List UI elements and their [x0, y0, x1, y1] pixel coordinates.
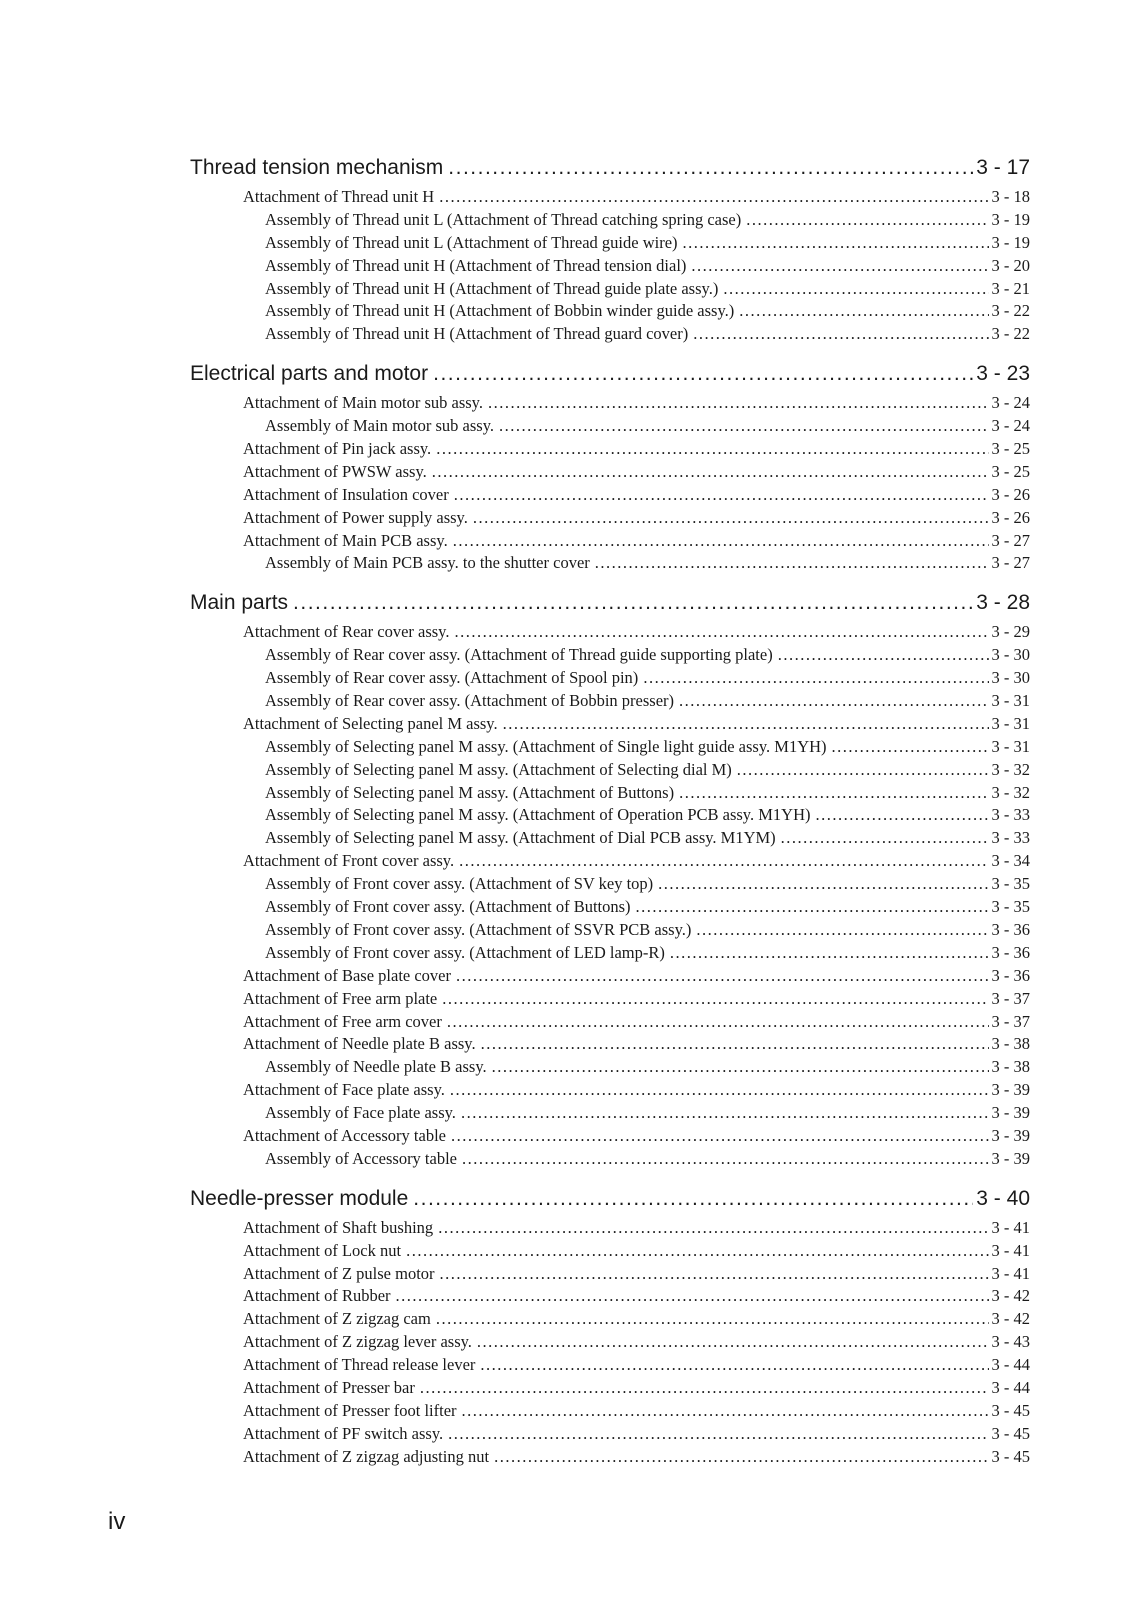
- toc-entry[interactable]: [190, 392, 1030, 415]
- dot-leader: [696, 919, 988, 942]
- entry-page-number: 3 - 24: [991, 393, 1030, 413]
- entry-title: Attachment of PF switch assy.: [243, 1423, 444, 1443]
- toc-subentry[interactable]: [190, 1148, 1030, 1171]
- entry-title: Assembly of Selecting panel M assy. (Attachment of Operation PCB assy. M1YH): [265, 805, 811, 825]
- toc-entry[interactable]: [190, 1423, 1030, 1446]
- dot-leader: [480, 1354, 988, 1377]
- entry-page-number: 3 - 41: [991, 1217, 1030, 1237]
- toc-entry[interactable]: [190, 1377, 1030, 1400]
- entry-page-number: 3 - 20: [991, 255, 1030, 275]
- entry-title: Attachment of Face plate assy.: [243, 1080, 445, 1100]
- dot-leader: [503, 713, 989, 736]
- dot-leader: [494, 1446, 988, 1469]
- toc-subentry[interactable]: [190, 300, 1030, 323]
- dot-leader: [739, 300, 988, 323]
- dot-leader: [679, 690, 988, 713]
- entry-title: Assembly of Selecting panel M assy. (Attachment of Buttons): [265, 782, 675, 802]
- toc-entry[interactable]: [190, 461, 1030, 484]
- entry-page-number: 3 - 44: [991, 1377, 1030, 1397]
- dot-leader: [459, 850, 988, 873]
- section-title: Thread tension mechanism: [190, 156, 444, 179]
- entry-page-number: 3 - 33: [991, 805, 1030, 825]
- entry-page-number: 3 - 35: [991, 874, 1030, 894]
- entry-page-number: 3 - 35: [991, 897, 1030, 917]
- dot-leader: [477, 1331, 989, 1354]
- dot-leader: [406, 1240, 988, 1263]
- toc-subentry[interactable]: [190, 736, 1030, 759]
- dot-leader: [488, 392, 989, 415]
- toc-entry[interactable]: [190, 1240, 1030, 1263]
- section-title: Electrical parts and motor: [190, 362, 429, 386]
- entry-title: Assembly of Selecting panel M assy. (Attachment of Selecting dial M): [265, 759, 732, 779]
- page-number: iv: [108, 1508, 126, 1535]
- dot-leader: [454, 621, 988, 644]
- toc-entry[interactable]: [190, 1079, 1030, 1102]
- toc-entry[interactable]: [190, 1308, 1030, 1331]
- toc-subentry[interactable]: [190, 1056, 1030, 1079]
- dot-leader: [691, 255, 988, 278]
- entry-page-number: 3 - 39: [991, 1103, 1030, 1123]
- dot-leader: [453, 530, 989, 553]
- entry-page-number: 3 - 39: [991, 1080, 1030, 1100]
- dot-leader: [643, 667, 988, 690]
- toc-subentry[interactable]: [190, 919, 1030, 942]
- dot-leader: [778, 644, 989, 667]
- entry-page-number: 3 - 44: [991, 1355, 1030, 1375]
- entry-page-number: 3 - 45: [991, 1446, 1030, 1466]
- dot-leader: [683, 232, 989, 255]
- entry-title: Attachment of PWSW assy.: [243, 461, 427, 481]
- entry-title: Assembly of Thread unit H (Attachment of Thread guard cover): [265, 324, 689, 344]
- entry-title: Assembly of Rear cover assy. (Attachment of Bobbin presser): [265, 691, 675, 711]
- entry-page-number: 3 - 42: [991, 1309, 1030, 1329]
- section-page-number: 3 - 23: [976, 362, 1030, 386]
- entry-page-number: 3 - 27: [991, 530, 1030, 550]
- entry-page-number: 3 - 41: [991, 1263, 1030, 1283]
- toc-subentry[interactable]: [190, 415, 1030, 438]
- entry-title: Attachment of Rear cover assy.: [243, 622, 450, 642]
- toc-entry[interactable]: [190, 713, 1030, 736]
- entry-title: Attachment of Needle plate B assy.: [243, 1034, 476, 1054]
- dot-leader: [670, 942, 989, 965]
- dot-leader: [436, 438, 988, 461]
- entry-title: Attachment of Free arm plate: [243, 988, 438, 1008]
- entry-page-number: 3 - 22: [991, 324, 1030, 344]
- toc-subentry[interactable]: [190, 759, 1030, 782]
- entry-title: Assembly of Thread unit L (Attachment of Thread catching spring case): [265, 209, 742, 229]
- toc-entry[interactable]: [190, 530, 1030, 553]
- entry-page-number: 3 - 25: [991, 461, 1030, 481]
- entry-title: Attachment of Presser foot lifter: [243, 1400, 457, 1420]
- entry-title: Assembly of Rear cover assy. (Attachment of Thread guide supporting plate): [265, 645, 773, 665]
- entry-title: Attachment of Thread unit H: [243, 187, 435, 206]
- entry-page-number: 3 - 38: [991, 1034, 1030, 1054]
- toc-entry[interactable]: [190, 484, 1030, 507]
- toc-subentry[interactable]: [190, 209, 1030, 232]
- entry-page-number: 3 - 27: [991, 553, 1030, 573]
- entry-page-number: 3 - 32: [991, 759, 1030, 779]
- entry-title: Assembly of Selecting panel M assy. (Attachment of Single light guide assy. M1YH): [265, 736, 827, 756]
- dot-leader: [481, 1033, 989, 1056]
- dot-leader: [436, 1308, 989, 1331]
- entry-page-number: 3 - 32: [991, 782, 1030, 802]
- entry-page-number: 3 - 30: [991, 668, 1030, 688]
- entry-title: Assembly of Main motor sub assy.: [265, 416, 495, 436]
- dot-leader: [499, 415, 988, 438]
- entry-page-number: 3 - 21: [991, 278, 1030, 298]
- entry-title: Attachment of Z pulse motor: [243, 1263, 435, 1283]
- toc-entry[interactable]: [190, 1354, 1030, 1377]
- entry-page-number: 3 - 42: [991, 1286, 1030, 1306]
- dot-leader: [413, 1181, 973, 1217]
- dot-leader: [723, 278, 988, 301]
- toc-entry[interactable]: [190, 186, 1030, 209]
- entry-title: Assembly of Selecting panel M assy. (Attachment of Dial PCB assy. M1YM): [265, 828, 776, 848]
- toc-entry[interactable]: [190, 507, 1030, 530]
- entry-title: Assembly of Front cover assy. (Attachment of SSVR PCB assy.): [265, 919, 692, 939]
- entry-page-number: 3 - 38: [991, 1057, 1030, 1077]
- dot-leader: [462, 1400, 989, 1423]
- entry-title: Assembly of Main PCB assy. to the shutter cover: [265, 553, 590, 573]
- toc-subentry[interactable]: [190, 690, 1030, 713]
- dot-leader: [595, 552, 989, 575]
- dot-leader: [439, 186, 988, 209]
- toc-subentry[interactable]: [190, 1102, 1030, 1125]
- entry-title: Attachment of Shaft bushing: [243, 1217, 434, 1237]
- toc-entry[interactable]: [190, 1331, 1030, 1354]
- dot-leader: [420, 1377, 989, 1400]
- toc-subentry[interactable]: [190, 873, 1030, 896]
- toc-entry[interactable]: [190, 621, 1030, 644]
- entry-page-number: 3 - 43: [991, 1332, 1030, 1352]
- toc-subentry[interactable]: [190, 804, 1030, 827]
- toc-entry[interactable]: [190, 438, 1030, 461]
- entry-title: Attachment of Base plate cover: [243, 965, 451, 985]
- toc-section-heading[interactable]: [190, 1181, 1030, 1217]
- entry-page-number: 3 - 25: [991, 439, 1030, 459]
- table-of-contents: [190, 150, 1030, 1469]
- toc-subentry[interactable]: [190, 255, 1030, 278]
- entry-title: Attachment of Free arm cover: [243, 1011, 442, 1031]
- dot-leader: [492, 1056, 989, 1079]
- entry-page-number: 3 - 26: [991, 507, 1030, 527]
- section-page-number: 3 - 17: [976, 156, 1030, 179]
- dot-leader: [461, 1102, 989, 1125]
- entry-page-number: 3 - 18: [991, 187, 1030, 206]
- dot-leader: [679, 782, 988, 805]
- dot-leader: [473, 507, 989, 530]
- dot-leader: [454, 484, 989, 507]
- entry-title: Assembly of Thread unit H (Attachment of Thread guide plate assy.): [265, 278, 719, 298]
- dot-leader: [442, 988, 988, 1011]
- dot-leader: [815, 804, 988, 827]
- entry-title: Assembly of Thread unit H (Attachment of Bobbin winder guide assy.): [265, 301, 735, 321]
- toc-subentry[interactable]: [190, 827, 1030, 850]
- dot-leader: [447, 1011, 989, 1034]
- toc-section-heading[interactable]: [190, 585, 1030, 621]
- toc-section-heading[interactable]: [190, 150, 1030, 186]
- entry-title: Attachment of Power supply assy.: [243, 507, 468, 527]
- toc-entry[interactable]: [190, 1011, 1030, 1034]
- entry-page-number: 3 - 19: [991, 232, 1030, 252]
- entry-title: Assembly of Accessory table: [265, 1148, 457, 1168]
- dot-leader: [396, 1285, 989, 1308]
- entry-page-number: 3 - 31: [991, 713, 1030, 733]
- entry-title: Assembly of Front cover assy. (Attachment of Buttons): [265, 897, 631, 917]
- entry-title: Assembly of Thread unit H (Attachment of Thread tension dial): [265, 255, 687, 275]
- toc-entry[interactable]: [190, 988, 1030, 1011]
- entry-title: Assembly of Face plate assy.: [265, 1103, 456, 1123]
- dot-leader: [438, 1217, 988, 1240]
- toc-entry[interactable]: [190, 1400, 1030, 1423]
- toc-entry[interactable]: [190, 965, 1030, 988]
- entry-title: Attachment of Thread release lever: [243, 1355, 476, 1375]
- entry-page-number: 3 - 37: [991, 988, 1030, 1008]
- entry-title: Attachment of Main PCB assy.: [243, 530, 448, 550]
- section-title: Main parts: [190, 591, 289, 615]
- entry-page-number: 3 - 24: [991, 416, 1030, 436]
- dot-leader: [693, 323, 988, 346]
- entry-title: Assembly of Front cover assy. (Attachment of LED lamp-R): [265, 942, 665, 962]
- dot-leader: [832, 736, 989, 759]
- dot-leader: [432, 461, 989, 484]
- entry-page-number: 3 - 31: [991, 691, 1030, 711]
- entry-page-number: 3 - 39: [991, 1125, 1030, 1145]
- entry-title: Attachment of Front cover assy.: [243, 851, 455, 871]
- entry-title: Attachment of Rubber: [243, 1286, 391, 1306]
- entry-page-number: 3 - 19: [991, 209, 1030, 229]
- dot-leader: [462, 1148, 989, 1171]
- dot-leader: [448, 1423, 988, 1446]
- dot-leader: [781, 827, 989, 850]
- toc-entry[interactable]: [190, 1263, 1030, 1286]
- toc-section-heading[interactable]: [190, 356, 1030, 392]
- section-page-number: 3 - 40: [976, 1186, 1030, 1210]
- toc-subentry[interactable]: [190, 667, 1030, 690]
- toc-subentry[interactable]: [190, 278, 1030, 301]
- section-page-number: 3 - 28: [976, 591, 1030, 615]
- entry-page-number: 3 - 34: [991, 851, 1030, 871]
- toc-subentry[interactable]: [190, 896, 1030, 919]
- entry-title: Attachment of Z zigzag adjusting nut: [243, 1446, 490, 1466]
- entry-page-number: 3 - 33: [991, 828, 1030, 848]
- entry-title: Attachment of Main motor sub assy.: [243, 393, 483, 413]
- section-title: Needle-presser module: [190, 1186, 409, 1210]
- toc-subentry[interactable]: [190, 644, 1030, 667]
- dot-leader: [450, 1079, 989, 1102]
- entry-page-number: 3 - 45: [991, 1423, 1030, 1443]
- dot-leader: [737, 759, 989, 782]
- entry-title: Attachment of Accessory table: [243, 1125, 446, 1145]
- entry-title: Attachment of Z zigzag lever assy.: [243, 1332, 472, 1352]
- toc-entry[interactable]: [190, 1446, 1030, 1469]
- entry-page-number: 3 - 45: [991, 1400, 1030, 1420]
- dot-leader: [433, 356, 973, 392]
- entry-title: Attachment of Lock nut: [243, 1240, 402, 1260]
- entry-title: Assembly of Rear cover assy. (Attachment of Spool pin): [265, 668, 639, 688]
- dot-leader: [636, 896, 989, 919]
- entry-page-number: 3 - 30: [991, 645, 1030, 665]
- entry-page-number: 3 - 29: [991, 622, 1030, 642]
- entry-page-number: 3 - 31: [991, 736, 1030, 756]
- entry-page-number: 3 - 36: [991, 942, 1030, 962]
- entry-title: Attachment of Pin jack assy.: [243, 439, 432, 459]
- dot-leader: [448, 150, 973, 186]
- entry-title: Attachment of Selecting panel M assy.: [243, 713, 498, 733]
- entry-page-number: 3 - 39: [991, 1148, 1030, 1168]
- entry-title: Attachment of Insulation cover: [243, 484, 449, 504]
- toc-subentry[interactable]: [190, 782, 1030, 805]
- entry-title: Attachment of Z zigzag cam: [243, 1309, 431, 1329]
- toc-entry[interactable]: [190, 850, 1030, 873]
- entry-page-number: 3 - 36: [991, 919, 1030, 939]
- toc-entry[interactable]: [190, 1125, 1030, 1148]
- toc-subentry[interactable]: [190, 552, 1030, 575]
- toc-entry[interactable]: [190, 1033, 1030, 1056]
- entry-title: Attachment of Presser bar: [243, 1377, 415, 1397]
- entry-page-number: 3 - 37: [991, 1011, 1030, 1031]
- toc-subentry[interactable]: [190, 942, 1030, 965]
- entry-page-number: 3 - 36: [991, 965, 1030, 985]
- dot-leader: [293, 585, 973, 621]
- entry-title: Assembly of Needle plate B assy.: [265, 1057, 487, 1077]
- toc-entry[interactable]: [190, 1217, 1030, 1240]
- entry-page-number: 3 - 26: [991, 484, 1030, 504]
- dot-leader: [456, 965, 989, 988]
- dot-leader: [658, 873, 988, 896]
- entry-title: Assembly of Front cover assy. (Attachment of SV key top): [265, 874, 654, 894]
- toc-entry[interactable]: [190, 1285, 1030, 1308]
- toc-subentry[interactable]: [190, 323, 1030, 346]
- entry-title: Assembly of Thread unit L (Attachment of Thread guide wire): [265, 232, 678, 252]
- dot-leader: [440, 1263, 989, 1286]
- entry-page-number: 3 - 22: [991, 301, 1030, 321]
- dot-leader: [451, 1125, 989, 1148]
- toc-subentry[interactable]: [190, 232, 1030, 255]
- dot-leader: [746, 209, 988, 232]
- entry-page-number: 3 - 41: [991, 1240, 1030, 1260]
